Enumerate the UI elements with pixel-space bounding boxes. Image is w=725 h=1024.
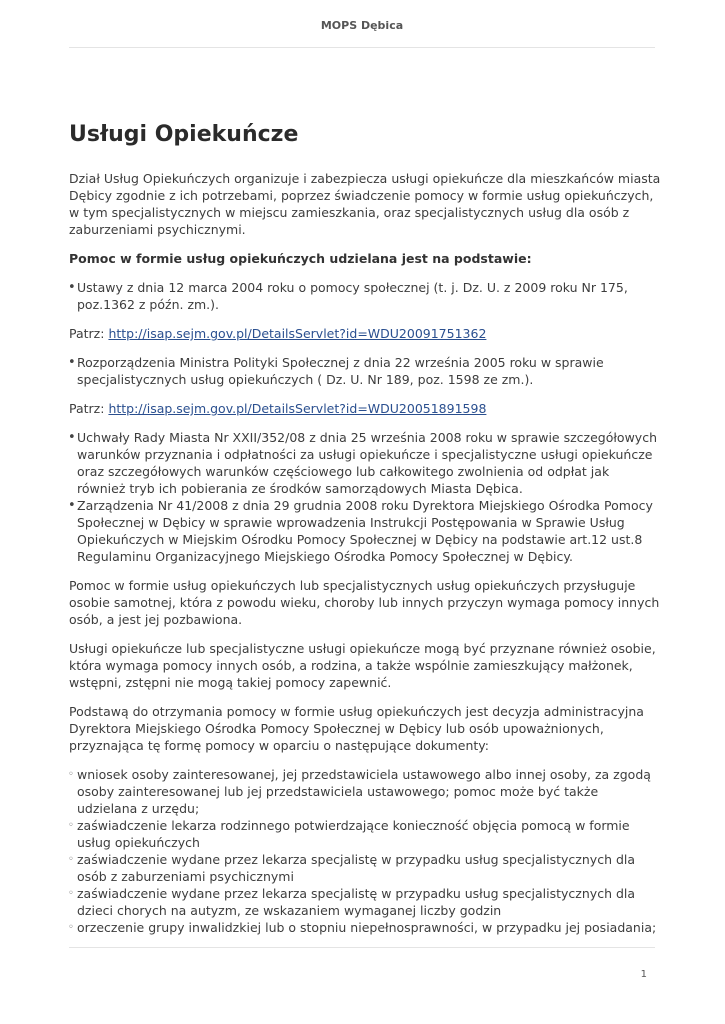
eligibility-paragraph: Pomoc w formie usług opiekuńczych lub specjalistycznych usług opiekuńczych przysługuje osobie samotnej, która z powodu wieku, choroby lub innych przyczyn wymaga pomocy innych osób, a jest jej pozbawiona. <box>69 578 660 627</box>
legal-basis-list-3 <box>69 429 661 565</box>
list-item: ◦ orzeczenie grupy inwalidzkiej lub o stopniu niepełnosprawności, w przypadku jej posiadania; <box>69 919 661 936</box>
legal-basis-list-2 <box>69 354 661 388</box>
page-number: 1 <box>640 969 647 980</box>
basis-heading: Pomoc w formie usług opiekuńczych udzielana jest na podstawie: <box>69 251 532 266</box>
reference-prefix: Patrz: <box>69 401 109 416</box>
list-item: ◦ zaświadczenie wydane przez lekarza specjalistę w przypadku usług specjalistycznych dla dzieci chorych na autyzm, ze wskazaniem wymaganej liczby godzin <box>69 885 661 919</box>
site-title: MOPS Dębica <box>320 19 404 32</box>
reference-line-1 <box>69 325 661 342</box>
list-item: ◦ zaświadczenie lekarza rodzinnego potwierdzające konieczność objęcia pomocą w formie usług opiekuńczych <box>69 817 661 851</box>
required-documents-list <box>69 766 661 936</box>
main-content <box>69 122 661 948</box>
list-item: • Uchwały Rady Miasta Nr XXII/352/08 z dnia 25 września 2008 roku w sprawie szczegółowych warunków przyznania i odpłatności za usługi opiekuńcze i specjalistyczne usługi opiekuńcze oraz szczegółowych warunków częściowego lub całkowitego zwolnienia od odpłat jak również tryb ich pobierania ze środków samorządowych Miasta Dębica. <box>69 429 661 497</box>
list-item: ◦ zaświadczenie wydane przez lekarza specjalistę w przypadku usług specjalistycznych dla osób z zaburzeniami psychicznymi <box>69 851 661 885</box>
reference-prefix: Patrz: <box>69 326 109 341</box>
family-paragraph: Usługi opiekuńcze lub specjalistyczne usługi opiekuńcze mogą być przyznane również osobie, która wymaga pomocy innych osób, a rodzina, a także wspólnie zamieszkujący małżonek, wstępni, zstępni nie mogą takiej pomocy zapewnić. <box>69 641 656 690</box>
intro-paragraph: Dział Usług Opiekuńczych organizuje i zabezpiecza usługi opiekuńcze dla mieszkańców miasta Dębicy zgodnie z ich potrzebami, poprzez świadczenie pomocy w formie usług opiekuńczych, w tym specjalistycznych w miejscu zamieszkania, oraz specjalistycznych usług dla osób z zaburzeniami psychicznymi. <box>69 171 661 237</box>
list-item: • Rozporządzenia Ministra Polityki Społecznej z dnia 22 września 2005 roku w sprawie specjalistycznych usług opiekuńczych ( Dz. U. Nr 189, poz. 1598 ze zm.). <box>69 354 661 388</box>
list-item: • Ustawy z dnia 12 marca 2004 roku o pomocy społecznej (t. j. Dz. U. z 2009 roku Nr 175, poz.1362 z późn. zm.). <box>69 279 661 313</box>
page-header <box>69 0 655 48</box>
legal-basis-list-1 <box>69 279 661 313</box>
documents-intro-paragraph: Podstawą do otrzymania pomocy w formie usług opiekuńczych jest decyzja administracyjna Dyrektora Miejskiego Ośrodka Pomocy Społecznej w Dębicy lub osób upoważnionych, przyznająca tę formę pomocy w oparciu o następujące dokumenty: <box>69 704 644 753</box>
reference-line-2 <box>69 400 661 417</box>
page-footer <box>69 947 655 980</box>
list-item: • Zarządzenia Nr 41/2008 z dnia 29 grudnia 2008 roku Dyrektora Miejskiego Ośrodka Pomocy Społecznej w Dębicy w sprawie wprowadzenia Instrukcji Postępowania w Sprawie Usług Opiekuńczych w Miejskim Ośrodku Pomocy Społecznej w Dębicy na podstawie art.12 ust.8 Regulaminu Organizacyjnego Miejskiego Ośrodka Pomocy Społecznej w Dębicy. <box>69 497 661 565</box>
page-title: Usługi Opiekuńcze <box>69 122 299 147</box>
isap-link-1[interactable]: http://isap.sejm.gov.pl/DetailsServlet?id=WDU20091751362 <box>108 326 487 341</box>
isap-link-2[interactable]: http://isap.sejm.gov.pl/DetailsServlet?id=WDU20051891598 <box>108 401 487 416</box>
list-item: ◦ wniosek osoby zainteresowanej, jej przedstawiciela ustawowego albo innej osoby, za zgodą osoby zainteresowanej lub jej przedstawiciela ustawowego; pomoc może być także udzielana z urzędu; <box>69 766 661 817</box>
